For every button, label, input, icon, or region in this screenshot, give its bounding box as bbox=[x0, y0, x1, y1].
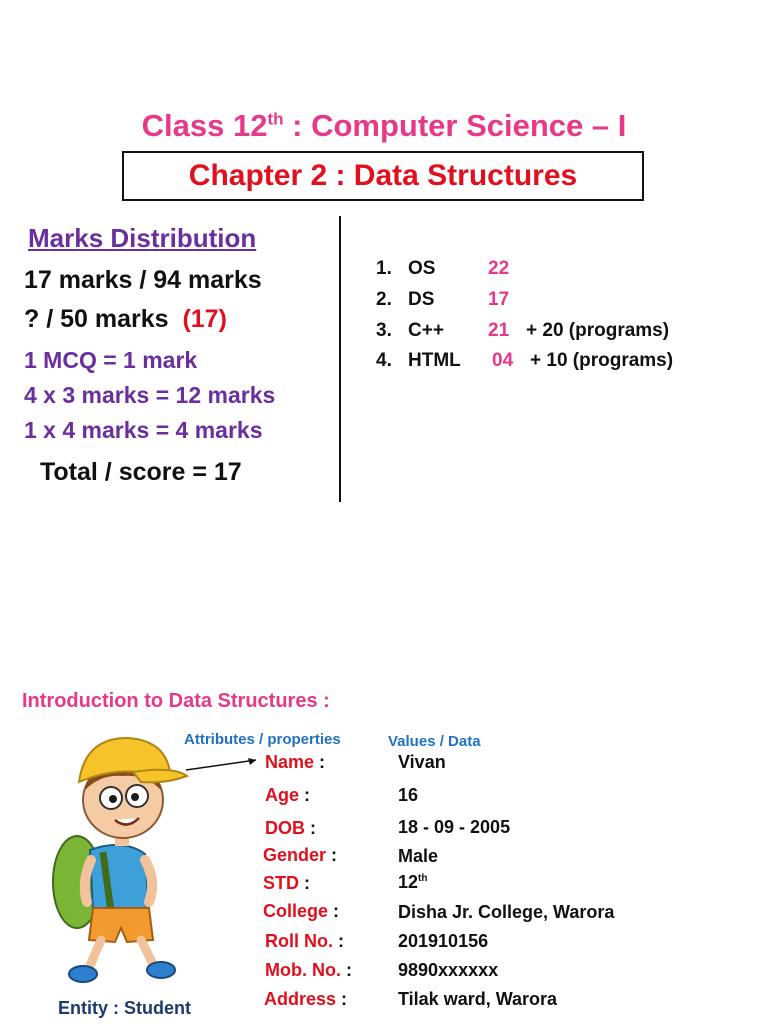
attribute-value: Vivan bbox=[398, 752, 446, 772]
attribute-label: Gender : bbox=[263, 845, 338, 865]
attribute-label: STD : bbox=[263, 873, 310, 893]
marks-heading: Marks Distribution bbox=[28, 223, 257, 253]
attribute-value: Tilak ward, Warora bbox=[398, 989, 558, 1009]
attribute-label: Roll No. : bbox=[265, 931, 344, 951]
attribute-label: Address : bbox=[264, 989, 348, 1009]
intro-heading: Introduction to Data Structures : bbox=[22, 690, 330, 712]
marks-line-2 bbox=[24, 305, 227, 334]
attribute-value: 16 bbox=[398, 785, 419, 805]
marks-line-2-highlight: (17) bbox=[182, 305, 227, 333]
topic-row: 2. DS 17 bbox=[376, 289, 510, 310]
marks-line-2-text: ? / 50 marks bbox=[24, 305, 169, 333]
attribute-value: Disha Jr. College, Warora bbox=[398, 902, 615, 922]
page-title bbox=[0, 108, 768, 144]
attribute-label: DOB : bbox=[265, 818, 316, 838]
values-label: Values / Data bbox=[388, 733, 481, 750]
attribute-value: 18 - 09 - 2005 bbox=[398, 817, 511, 837]
breakdown-line-2: 4 x 3 marks = 12 marks bbox=[24, 382, 276, 408]
attribute-value: 12th bbox=[398, 872, 428, 892]
title-sup: th bbox=[267, 109, 284, 129]
attribute-value: 201910156 bbox=[398, 931, 489, 951]
total-score: Total / score = 17 bbox=[40, 458, 242, 486]
attribute-label: Age : bbox=[265, 785, 311, 805]
attribute-label: Mob. No. : bbox=[265, 960, 352, 980]
breakdown-line-3: 1 x 4 marks = 4 marks bbox=[24, 417, 263, 443]
topic-row: 3. C++ 21 + 20 (programs) bbox=[376, 320, 670, 341]
attribute-value: Male bbox=[398, 846, 439, 866]
marks-line-1: 17 marks / 94 marks bbox=[24, 266, 262, 294]
chapter-title: Chapter 2 : Data Structures bbox=[122, 151, 644, 201]
breakdown-line-1: 1 MCQ = 1 mark bbox=[24, 347, 198, 373]
attribute-label: Name : bbox=[265, 752, 326, 772]
entity-label: Entity : Student bbox=[58, 998, 191, 1018]
column-divider bbox=[339, 216, 341, 502]
attribute-value: 9890xxxxxx bbox=[398, 960, 499, 980]
attribute-label: College : bbox=[263, 901, 340, 921]
topic-row: 1. OS 22 bbox=[376, 258, 510, 279]
title-prefix: Class 12 bbox=[141, 108, 268, 143]
title-suffix: : Computer Science – I bbox=[283, 108, 627, 143]
attributes-label: Attributes / properties bbox=[184, 731, 341, 748]
student-illustration bbox=[45, 732, 195, 994]
topic-row: 4. HTML 04 + 10 (programs) bbox=[376, 350, 674, 371]
attribute-arrow-icon bbox=[184, 754, 264, 774]
